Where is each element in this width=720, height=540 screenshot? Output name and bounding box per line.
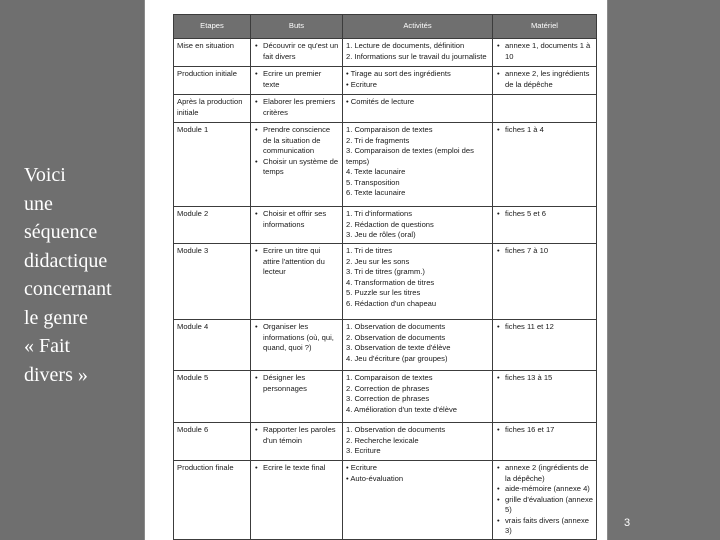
cell-material bbox=[493, 423, 597, 461]
cell-goals bbox=[251, 67, 343, 95]
cell-material bbox=[493, 244, 597, 320]
caption-line: une bbox=[24, 192, 53, 215]
table-header-row bbox=[174, 15, 597, 39]
header-activites: Activités bbox=[343, 15, 493, 39]
table-row bbox=[174, 320, 597, 371]
cell-activities bbox=[343, 423, 493, 461]
cell-goals bbox=[251, 244, 343, 320]
cell-material bbox=[493, 461, 597, 540]
cell-stage: Module 3 bbox=[174, 244, 251, 320]
cell-line: • Organiser les informations (où, qui, quand, quoi ?) bbox=[254, 322, 339, 354]
table-row bbox=[174, 67, 597, 95]
header-materiel: Matériel bbox=[493, 15, 597, 39]
cell-line: • Ecrire un premier texte bbox=[254, 69, 339, 90]
cell-line: 2. Recherche lexicale bbox=[346, 435, 419, 445]
table-row bbox=[174, 95, 597, 123]
cell-line: 4. Transformation de titres bbox=[346, 277, 435, 287]
cell-line: • fiches 16 et 17 bbox=[496, 425, 593, 436]
cell-line: • Comités de lecture bbox=[346, 97, 415, 106]
cell-line: 3. Tri de titres (gramm.) bbox=[346, 267, 425, 276]
table-row bbox=[174, 371, 597, 423]
cell-stage: Mise en situation bbox=[174, 39, 251, 67]
cell-activities bbox=[343, 67, 493, 95]
cell-line: • annexe 1, documents 1 à 10 bbox=[496, 41, 593, 62]
cell-material bbox=[493, 39, 597, 67]
cell-line: • fiches 5 et 6 bbox=[496, 209, 593, 220]
table-row bbox=[174, 423, 597, 461]
header-buts: Buts bbox=[251, 15, 343, 39]
page-number: 3 bbox=[624, 517, 631, 529]
cell-line: 1. Observation de documents bbox=[346, 322, 446, 331]
cell-line: • Désigner les personnages bbox=[254, 373, 339, 394]
cell-line: 3. Correction de phrases bbox=[346, 394, 430, 403]
cell-line: • Choisir un système de temps bbox=[254, 157, 339, 178]
header-etapes: Etapes bbox=[174, 15, 251, 39]
cell-goals bbox=[251, 123, 343, 207]
cell-stage: Module 6 bbox=[174, 423, 251, 461]
cell-material bbox=[493, 95, 597, 123]
cell-goals bbox=[251, 423, 343, 461]
cell-line: 1. Comparaison de textes bbox=[346, 373, 433, 382]
cell-line: 5. Transposition bbox=[346, 177, 400, 187]
cell-line: • Ecrire le texte final bbox=[254, 463, 339, 474]
divider-right bbox=[607, 0, 608, 540]
cell-activities bbox=[343, 461, 493, 540]
cell-line: • grille d'évaluation (annexe 5) bbox=[496, 495, 593, 516]
cell-line: • Découvrir ce qu'est un fait divers bbox=[254, 41, 339, 62]
cell-line: 1. Tri de titres bbox=[346, 246, 392, 255]
cell-line: 1. Comparaison de textes bbox=[346, 125, 433, 134]
cell-goals bbox=[251, 95, 343, 123]
cell-stage: Après la production initiale bbox=[174, 95, 251, 123]
cell-activities bbox=[343, 320, 493, 371]
table-row bbox=[174, 123, 597, 207]
cell-line: 3. Observation de texte d'élève bbox=[346, 343, 451, 352]
cell-line: • Ecrire un titre qui attire l'attention du lecteur bbox=[254, 246, 339, 278]
cell-goals bbox=[251, 207, 343, 244]
cell-line: • fiches 11 et 12 bbox=[496, 322, 593, 333]
cell-line: 2. Jeu sur les sons bbox=[346, 256, 410, 266]
cell-line: • aide-mémoire (annexe 4) bbox=[496, 484, 593, 495]
cell-material bbox=[493, 67, 597, 95]
cell-line: • fiches 13 à 15 bbox=[496, 373, 593, 384]
cell-line: 6. Texte lacunaire bbox=[346, 188, 406, 197]
cell-line: • Rapporter les paroles d'un témoin bbox=[254, 425, 339, 446]
cell-line: 5. Puzzle sur les titres bbox=[346, 288, 421, 297]
cell-line: 1. Lecture de documents, définition bbox=[346, 41, 465, 50]
cell-activities bbox=[343, 244, 493, 320]
caption-line: didactique bbox=[24, 249, 108, 272]
cell-activities bbox=[343, 95, 493, 123]
cell-material bbox=[493, 320, 597, 371]
cell-goals bbox=[251, 39, 343, 67]
slide-background-right bbox=[607, 0, 720, 540]
cell-line: 4. Jeu d'écriture (par groupes) bbox=[346, 353, 448, 363]
cell-line: 2. Tri de fragments bbox=[346, 135, 410, 145]
caption-line: Voici bbox=[24, 164, 66, 186]
cell-line: 1. Tri d'informations bbox=[346, 209, 413, 218]
cell-line: • annexe 2 (ingrédients de la dépêche) bbox=[496, 463, 593, 484]
cell-goals bbox=[251, 320, 343, 371]
cell-line: 2. Correction de phrases bbox=[346, 383, 430, 393]
cell-line: 2. Rédaction de questions bbox=[346, 219, 434, 229]
cell-activities bbox=[343, 39, 493, 67]
table-row bbox=[174, 207, 597, 244]
cell-line: • Ecriture bbox=[346, 463, 377, 472]
cell-line: • vrais faits divers (annexe 3) bbox=[496, 516, 593, 537]
cell-line: • Ecriture bbox=[346, 79, 377, 89]
cell-goals bbox=[251, 461, 343, 540]
cell-stage: Module 4 bbox=[174, 320, 251, 371]
cell-line: 6. Rédaction d'un chapeau bbox=[346, 298, 437, 308]
cell-line: 2. Observation de documents bbox=[346, 332, 446, 342]
caption-line: « Fait bbox=[24, 335, 71, 357]
cell-activities bbox=[343, 371, 493, 423]
table-row bbox=[174, 461, 597, 540]
cell-line: 1. Observation de documents bbox=[346, 425, 446, 434]
cell-activities bbox=[343, 207, 493, 244]
caption-line: séquence bbox=[24, 221, 98, 243]
cell-line: • Choisir et offrir ses informations bbox=[254, 209, 339, 230]
cell-material bbox=[493, 371, 597, 423]
cell-line: • fiches 1 à 4 bbox=[496, 125, 593, 136]
caption-line: le genre bbox=[24, 306, 88, 329]
cell-line: 3. Ecriture bbox=[346, 446, 381, 455]
cell-line: • Prendre conscience de la situation de communication bbox=[254, 125, 339, 157]
cell-line: • Elaborer les premiers critères bbox=[254, 97, 339, 118]
cell-goals bbox=[251, 371, 343, 423]
cell-stage: Production initiale bbox=[174, 67, 251, 95]
table-row bbox=[174, 39, 597, 67]
cell-line: • Auto-évaluation bbox=[346, 473, 404, 483]
cell-stage: Production finale bbox=[174, 461, 251, 540]
cell-line: 4. Texte lacunaire bbox=[346, 167, 406, 176]
caption-line: concernant bbox=[24, 278, 112, 300]
cell-line: • fiches 7 à 10 bbox=[496, 246, 593, 257]
cell-line: 4. Amélioration d'un texte d'élève bbox=[346, 404, 457, 414]
cell-stage: Module 5 bbox=[174, 371, 251, 423]
cell-line: • annexe 2, les ingrédients de la dépêche bbox=[496, 69, 593, 90]
caption-line: divers » bbox=[24, 363, 88, 386]
cell-line: 2. Informations sur le travail du journaliste bbox=[346, 51, 487, 61]
cell-activities bbox=[343, 123, 493, 207]
cell-line: 3. Jeu de rôles (oral) bbox=[346, 230, 416, 239]
table-row bbox=[174, 244, 597, 320]
cell-material bbox=[493, 123, 597, 207]
cell-stage: Module 1 bbox=[174, 123, 251, 207]
document-page bbox=[145, 0, 607, 540]
cell-material bbox=[493, 207, 597, 244]
slide-caption bbox=[24, 161, 139, 389]
sequence-table bbox=[173, 14, 597, 540]
cell-line: • Tirage au sort des ingrédients bbox=[346, 69, 451, 78]
cell-stage: Module 2 bbox=[174, 207, 251, 244]
cell-line: 3. Comparaison de textes (emploi des temps) bbox=[346, 146, 474, 166]
